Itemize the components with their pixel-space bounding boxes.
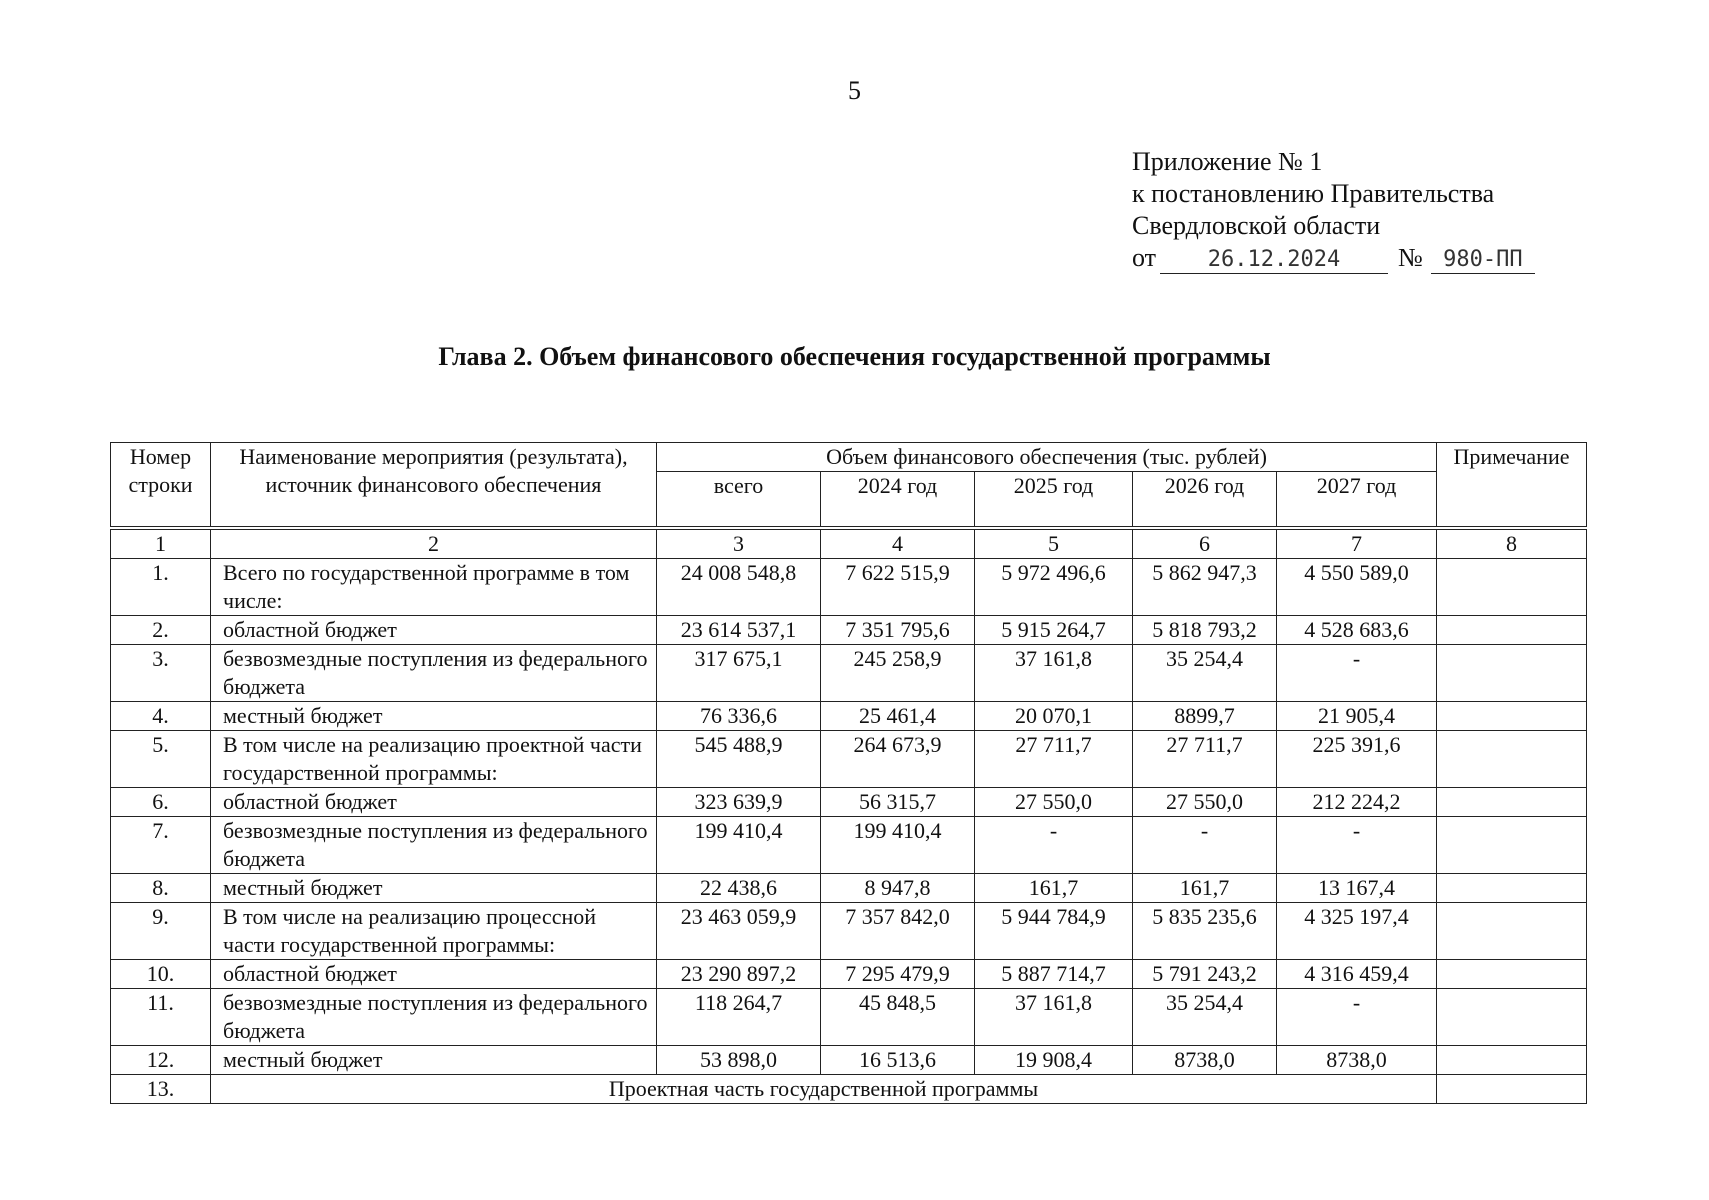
row-2024-cell: 56 315,7: [821, 787, 975, 816]
table-row-section: [111, 1074, 1587, 1103]
row-2026-cell: -: [1133, 816, 1277, 873]
row-number-cell: 13.: [111, 1074, 211, 1103]
row-total-cell: 317 675,1: [657, 644, 821, 701]
row-name-cell: Всего по государственной программе в том числе:: [211, 558, 657, 615]
row-total-cell: 199 410,4: [657, 816, 821, 873]
table-row: [111, 902, 1587, 959]
header-note: Примечание: [1437, 443, 1587, 528]
row-note-cell: [1437, 959, 1587, 988]
row-2026-cell: 5 862 947,3: [1133, 558, 1277, 615]
row-number-cell: 5.: [111, 730, 211, 787]
row-2025-cell: 37 161,8: [975, 644, 1133, 701]
row-2027-cell: 13 167,4: [1277, 873, 1437, 902]
row-note-cell: [1437, 873, 1587, 902]
row-total-cell: 118 264,7: [657, 988, 821, 1045]
row-number-cell: 1.: [111, 558, 211, 615]
row-note-cell: [1437, 615, 1587, 644]
row-note-cell: [1437, 701, 1587, 730]
header-total: всего: [657, 472, 821, 528]
row-total-cell: 24 008 548,8: [657, 558, 821, 615]
row-2027-cell: -: [1277, 816, 1437, 873]
row-2025-cell: 27 550,0: [975, 787, 1133, 816]
row-name-cell: В том числе на реализацию процессной части государственной программы:: [211, 902, 657, 959]
row-2027-cell: 21 905,4: [1277, 701, 1437, 730]
column-number: 7: [1277, 528, 1437, 559]
row-2026-cell: 35 254,4: [1133, 988, 1277, 1045]
row-2024-cell: 7 357 842,0: [821, 902, 975, 959]
row-number-cell: 3.: [111, 644, 211, 701]
row-2025-cell: -: [975, 816, 1133, 873]
row-2027-cell: 8738,0: [1277, 1045, 1437, 1074]
row-number-cell: 11.: [111, 988, 211, 1045]
row-2027-cell: 4 316 459,4: [1277, 959, 1437, 988]
row-2027-cell: 225 391,6: [1277, 730, 1437, 787]
row-total-cell: 76 336,6: [657, 701, 821, 730]
page-number: 5: [848, 76, 861, 105]
column-number: 5: [975, 528, 1133, 559]
table-row: [111, 615, 1587, 644]
table-row: [111, 873, 1587, 902]
table-row: [111, 644, 1587, 701]
row-2024-cell: 245 258,9: [821, 644, 975, 701]
column-number-row: [111, 528, 1587, 559]
section-title-cell: Проектная часть государственной программы: [211, 1074, 1437, 1103]
row-2024-cell: 45 848,5: [821, 988, 975, 1045]
header-name: Наименование мероприятия (результата), источник финансового обеспечения: [211, 443, 657, 528]
header-2025: 2025 год: [975, 472, 1133, 528]
from-label: от: [1132, 243, 1157, 272]
table-row: [111, 988, 1587, 1045]
header-row-number: Номер строки: [111, 443, 211, 528]
column-number: 3: [657, 528, 821, 559]
row-note-cell: [1437, 730, 1587, 787]
row-number-cell: 12.: [111, 1045, 211, 1074]
column-number: 2: [211, 528, 657, 559]
row-2026-cell: 8738,0: [1133, 1045, 1277, 1074]
table-row: [111, 730, 1587, 787]
row-2024-cell: 7 351 795,6: [821, 615, 975, 644]
row-note-cell: [1437, 1074, 1587, 1103]
row-2024-cell: 25 461,4: [821, 701, 975, 730]
row-2024-cell: 8 947,8: [821, 873, 975, 902]
row-name-cell: местный бюджет: [211, 1045, 657, 1074]
row-name-cell: областной бюджет: [211, 787, 657, 816]
row-2025-cell: 5 887 714,7: [975, 959, 1133, 988]
decree-date: 26.12.2024: [1160, 247, 1388, 274]
appendix-line-3: Свердловской области: [1132, 211, 1381, 240]
row-note-cell: [1437, 644, 1587, 701]
appendix-block: [1132, 146, 1535, 274]
row-2024-cell: 7 295 479,9: [821, 959, 975, 988]
row-number-cell: 9.: [111, 902, 211, 959]
appendix-signature-line: [1132, 242, 1535, 274]
column-number: 6: [1133, 528, 1277, 559]
row-name-cell: областной бюджет: [211, 615, 657, 644]
row-note-cell: [1437, 1045, 1587, 1074]
row-name-cell: областной бюджет: [211, 959, 657, 988]
appendix-line-1: Приложение № 1: [1132, 147, 1323, 176]
row-number-cell: 4.: [111, 701, 211, 730]
row-2025-cell: 5 944 784,9: [975, 902, 1133, 959]
row-total-cell: 23 290 897,2: [657, 959, 821, 988]
header-2027: 2027 год: [1277, 472, 1437, 528]
row-number-cell: 10.: [111, 959, 211, 988]
row-2024-cell: 199 410,4: [821, 816, 975, 873]
row-name-cell: местный бюджет: [211, 873, 657, 902]
row-note-cell: [1437, 902, 1587, 959]
row-2027-cell: -: [1277, 988, 1437, 1045]
table-row: [111, 959, 1587, 988]
row-total-cell: 323 639,9: [657, 787, 821, 816]
row-name-cell: безвозмездные поступления из федерального бюджета: [211, 816, 657, 873]
row-total-cell: 23 463 059,9: [657, 902, 821, 959]
row-2026-cell: 5 818 793,2: [1133, 615, 1277, 644]
row-number-cell: 8.: [111, 873, 211, 902]
appendix-line-2: к постановлению Правительства: [1132, 179, 1495, 208]
row-2026-cell: 161,7: [1133, 873, 1277, 902]
row-name-cell: В том числе на реализацию проектной части государственной программы:: [211, 730, 657, 787]
row-note-cell: [1437, 816, 1587, 873]
row-2026-cell: 35 254,4: [1133, 644, 1277, 701]
row-note-cell: [1437, 787, 1587, 816]
row-2025-cell: 27 711,7: [975, 730, 1133, 787]
number-sign: №: [1398, 243, 1423, 272]
row-2027-cell: 4 325 197,4: [1277, 902, 1437, 959]
row-total-cell: 545 488,9: [657, 730, 821, 787]
header-volume: Объем финансового обеспечения (тыс. рублей): [657, 443, 1437, 472]
table-body: [111, 528, 1587, 1104]
row-name-cell: безвозмездные поступления из федерального бюджета: [211, 988, 657, 1045]
row-total-cell: 22 438,6: [657, 873, 821, 902]
row-2025-cell: 19 908,4: [975, 1045, 1133, 1074]
header-2026: 2026 год: [1133, 472, 1277, 528]
row-2027-cell: 212 224,2: [1277, 787, 1437, 816]
row-number-cell: 6.: [111, 787, 211, 816]
row-2027-cell: 4 528 683,6: [1277, 615, 1437, 644]
row-2025-cell: 161,7: [975, 873, 1133, 902]
row-2025-cell: 37 161,8: [975, 988, 1133, 1045]
column-number: 4: [821, 528, 975, 559]
header-2024: 2024 год: [821, 472, 975, 528]
row-2025-cell: 20 070,1: [975, 701, 1133, 730]
row-2027-cell: 4 550 589,0: [1277, 558, 1437, 615]
column-number: 8: [1437, 528, 1587, 559]
table-row: [111, 787, 1587, 816]
row-2025-cell: 5 915 264,7: [975, 615, 1133, 644]
row-2024-cell: 16 513,6: [821, 1045, 975, 1074]
row-2025-cell: 5 972 496,6: [975, 558, 1133, 615]
row-note-cell: [1437, 988, 1587, 1045]
row-name-cell: местный бюджет: [211, 701, 657, 730]
table-row: [111, 701, 1587, 730]
table-row: [111, 1045, 1587, 1074]
row-name-cell: безвозмездные поступления из федерального бюджета: [211, 644, 657, 701]
row-2026-cell: 27 550,0: [1133, 787, 1277, 816]
row-note-cell: [1437, 558, 1587, 615]
table-row: [111, 816, 1587, 873]
row-total-cell: 23 614 537,1: [657, 615, 821, 644]
row-2026-cell: 27 711,7: [1133, 730, 1277, 787]
decree-number: 980-ПП: [1431, 247, 1535, 274]
financing-table: [110, 442, 1587, 1104]
row-number-cell: 2.: [111, 615, 211, 644]
row-2026-cell: 8899,7: [1133, 701, 1277, 730]
chapter-title: Глава 2. Объем финансового обеспечения государственной программы: [438, 342, 1271, 371]
table-row: [111, 558, 1587, 615]
row-2026-cell: 5 835 235,6: [1133, 902, 1277, 959]
row-number-cell: 7.: [111, 816, 211, 873]
row-2026-cell: 5 791 243,2: [1133, 959, 1277, 988]
row-total-cell: 53 898,0: [657, 1045, 821, 1074]
row-2027-cell: -: [1277, 644, 1437, 701]
column-number: 1: [111, 528, 211, 559]
row-2024-cell: 7 622 515,9: [821, 558, 975, 615]
row-2024-cell: 264 673,9: [821, 730, 975, 787]
